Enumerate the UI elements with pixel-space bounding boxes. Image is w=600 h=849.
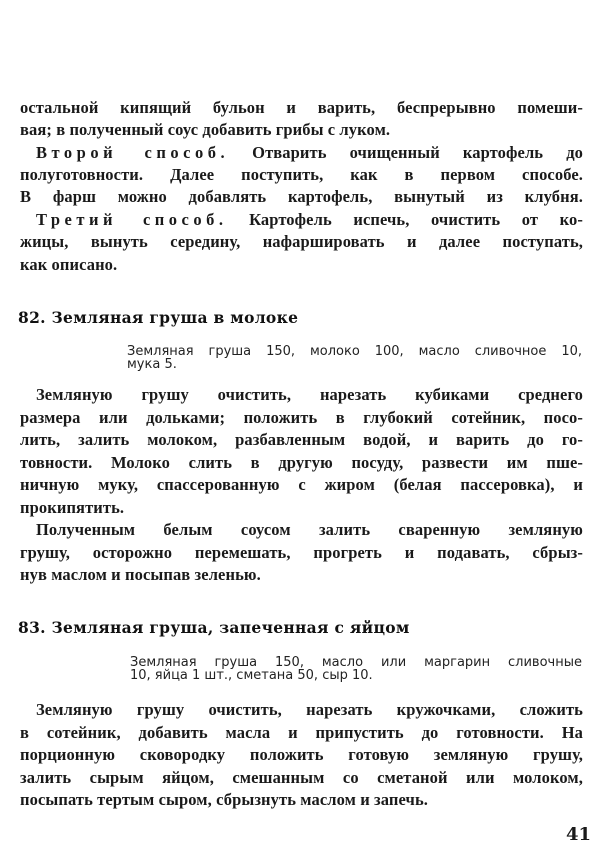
recipe-82-line: нув маслом и посыпав зеленью. <box>20 565 261 584</box>
recipe-82-ingredients: мука 5. <box>127 357 177 372</box>
recipe-82-line: товности. Молоко слить в другую посуду, развести им пше- <box>20 453 583 472</box>
method2-line: В фарш можно добавлять картофель, вынутый из клубня. <box>20 187 583 206</box>
recipe-82-ingredients: Земляная груша 150, молоко 100, масло сливочное 10, <box>127 344 582 359</box>
recipe-82-line: Полученным белым соусом залить сваренную земляную <box>36 520 583 539</box>
recipe-82-line: ничную муку, спассерованную с жиром (белая пассеровка), и <box>20 475 583 494</box>
intro-line: остальной кипящий бульон и варить, беспрерывно помеши- <box>20 98 583 117</box>
recipe-83-line: залить сырым яйцом, смешанным со сметаной или молоком, <box>20 768 583 787</box>
method3-text: Картофель испечь, очистить от ко- <box>249 210 583 229</box>
recipe-83-ingredients: Земляная груша 150, масло или маргарин сливочные <box>130 655 582 670</box>
page-number: 41 <box>566 824 592 845</box>
recipe-83-line: в сотейник, добавить масла и припустить до готовности. На <box>20 723 583 742</box>
method3-line <box>36 210 583 230</box>
recipe-83-ingredients: 10, яйца 1 шт., сметана 50, сыр 10. <box>130 668 373 683</box>
recipe-82-line: лить, залить молоком, разбавленным водой, и варить до го- <box>20 430 583 449</box>
recipe-83-line: порционную сковородку положить готовую земляную грушу, <box>20 745 583 764</box>
intro-line: вая; в полученный соус добавить грибы с луком. <box>20 120 391 139</box>
method2-text: Отварить очищенный картофель до <box>252 143 583 162</box>
recipe-83-title: 83. Земляная груша, запеченная с яйцом <box>18 618 410 637</box>
method3-label: Третий способ. <box>36 210 228 229</box>
method3-line: жицы, вынуть середину, нафаршировать и далее поступать, <box>20 232 583 251</box>
method3-line: как описано. <box>20 255 118 274</box>
recipe-82-line: Земляную грушу очистить, нарезать кубиками среднего <box>36 385 583 404</box>
recipe-82-line: прокипятить. <box>20 498 125 517</box>
recipe-83-line: посыпать тертым сыром, сбрызнуть маслом и запечь. <box>20 790 428 809</box>
recipe-82-line: грушу, осторожно перемешать, прогреть и подавать, сбрыз- <box>20 543 583 562</box>
recipe-82-title: 82. Земляная груша в молоке <box>18 308 299 327</box>
method2-label: Второй способ. <box>36 143 230 162</box>
method2-line: полуготовности. Далее поступить, как в первом способе. <box>20 165 583 184</box>
recipe-82-line: размера или дольками; положить в глубокий сотейник, посо- <box>20 408 583 427</box>
recipe-83-line: Земляную грушу очистить, нарезать кружочками, сложить <box>36 700 583 719</box>
method2-line <box>36 143 583 163</box>
